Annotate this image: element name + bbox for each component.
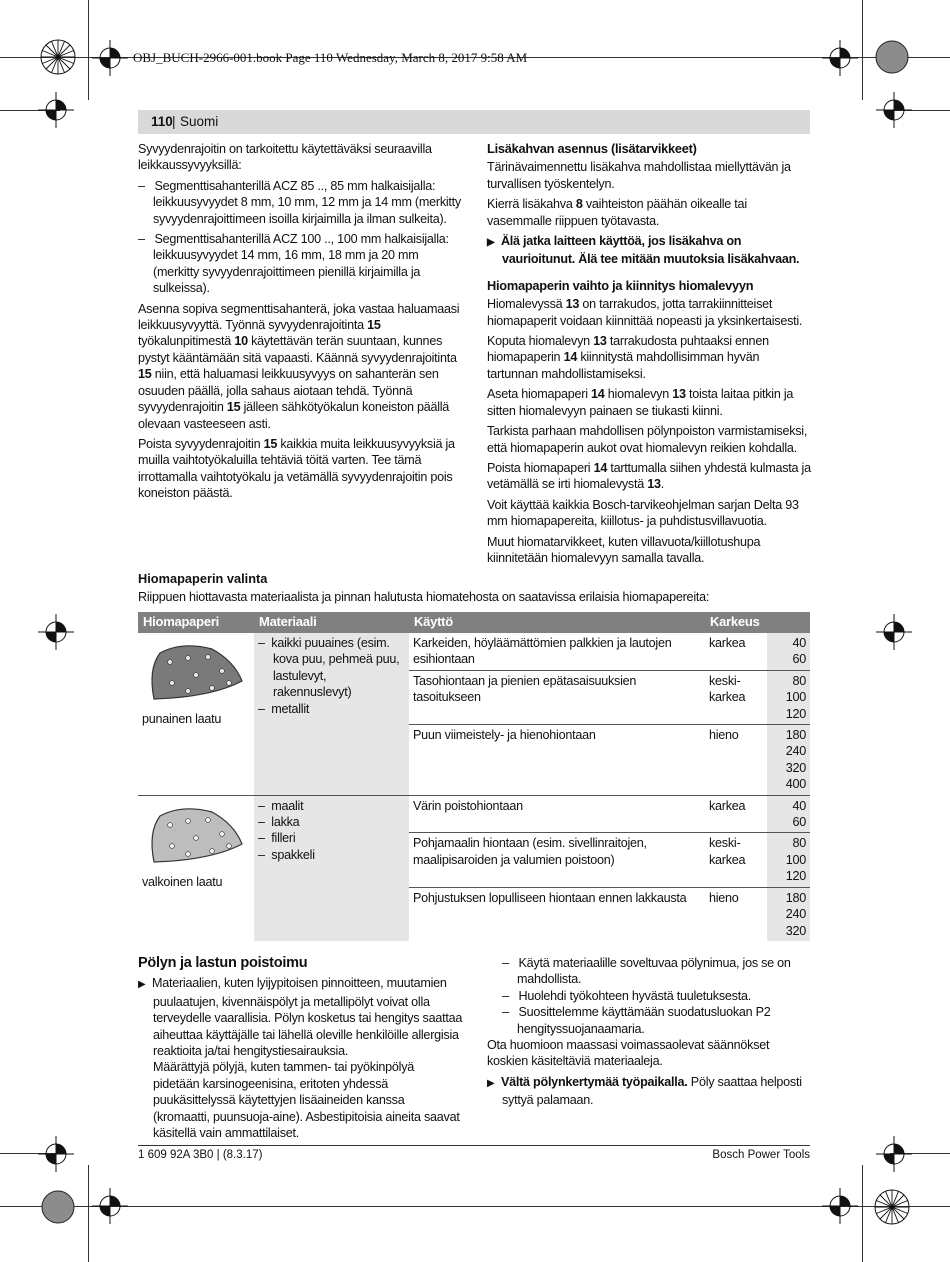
use-cell: Pohjamaalin hiontaan (esim. sivellinraitojen, maalipisaroiden ja valumien poistoon)	[409, 833, 705, 887]
crosshair-mark	[36, 90, 76, 130]
white-sandpaper-triangle-icon	[142, 802, 246, 868]
grit-cell: 80 100 120	[767, 670, 810, 724]
page-number: 110	[151, 114, 173, 129]
grade-cell: karkea	[705, 633, 767, 670]
column-header: Käyttö	[409, 612, 705, 633]
warning-item: ▶ Älä jatka laitteen käyttöä, jos lisäkahva on vaurioitunut. Älä tee mitään muutoksia lisäkahvaan.	[487, 234, 800, 267]
dust-right-column	[487, 955, 811, 1113]
sandpaper-table	[138, 612, 810, 941]
paragraph: Aseta hiomapaperi 14 hiomalevyn 13 toista laitaa pitkin ja sitten hiomalevyyn painaen se tiukasti kiinni.	[487, 387, 794, 418]
material-item: – kaikki puuaines (esim. kova puu, pehmeä puu, lastulevyt, rakennuslevyt)	[258, 636, 400, 700]
use-cell: Pohjustuksen lopulliseen hiontaan ennen lakkausta	[413, 890, 687, 905]
paragraph: Poista hiomapaperi 14 tarttumalla siihen yhdestä kulmasta ja vetämällä se irti hiomalevystä 13.	[487, 460, 811, 492]
page-header	[138, 110, 810, 134]
material-cell	[254, 795, 409, 941]
starburst-registration-mark	[872, 1187, 912, 1227]
grit-cell: 180 240 320 400	[767, 725, 810, 796]
grade-cell: keski- karkea	[705, 833, 767, 887]
arrow-icon: ▶	[487, 1077, 495, 1089]
grade-cell: keski- karkea	[705, 670, 767, 724]
list-item: – Suosittelemme käyttämään suodatusluokan P2 hengityssuojanaamaria.	[502, 1005, 771, 1036]
paragraph: Asenna sopiva segmenttisahanterä, joka vastaa haluamaasi leikkuusyvyyttä. Työnnä syvyydenrajoitinta 15 työkalunpitimestä 10 käytettävän terän suuntaan, kunnes pystyt kääntämään sitä vapaasti. Käännä syvyydenrajoitinta 15 niin, että haluamasi leikkuusyvyys on sahanterän sen osuuden päällä, jolla sahaus aiotaan tehdä. Työnnä syvyydenrajoitin 15 jälleen sähkötyökalun koneiston päällä olevaan vasteeseen asti.	[138, 301, 460, 431]
warning-item: ▶ Materiaalien, kuten lyijypitoisen pinnoitteen, muutamien puulaatujen, kivennäispölyt ja metallipölyt voivat olla terveydelle vaarallisia. Pölyn kosketus tai hengitys saattaa aiheuttaa käyttäjälle tai lähellä oleville henkilöille allergisia reaktioita ja/tai hengitystiesairauksia.	[138, 976, 463, 1059]
table-header-row	[138, 612, 810, 633]
use-cell: Värin poistohiontaan	[409, 795, 705, 833]
warning-item: ▶ Vältä pölynkertymää työpaikalla. Pöly saattaa helposti syttyä palamaan.	[487, 1074, 802, 1108]
red-sandpaper-triangle-icon	[142, 639, 246, 705]
grade-cell: karkea	[705, 795, 767, 833]
crosshair-mark	[90, 1186, 130, 1226]
paragraph: Tärinävaimennettu lisäkahva mahdollistaa miellyttävän ja turvallisen työskentelyn.	[487, 160, 791, 191]
trim-line	[88, 0, 89, 100]
material-cell	[254, 633, 409, 795]
footer-brand: Bosch Power Tools	[712, 1149, 810, 1161]
gray-registration-circle	[872, 37, 912, 77]
footer-code: 1 609 92A 3B0 | (8.3.17)	[138, 1149, 263, 1161]
grit-cell: 80 100 120	[767, 833, 810, 887]
list-item: – Huolehdi työkohteen hyvästä tuuletuksesta.	[502, 988, 751, 1003]
right-column	[487, 141, 811, 570]
column-header: Materiaali	[254, 612, 409, 633]
table-intro: Riippuen hiottavasta materiaalista ja pinnan halutusta hiomatehosta on saatavissa erilaisia hiomapapereita:	[138, 590, 710, 604]
grit-cell: 40 60	[767, 795, 810, 833]
paper-label: valkoinen laatu	[142, 875, 223, 890]
paper-cell	[138, 633, 254, 795]
grit-cell: 40 60	[767, 633, 810, 670]
material-item: – maalit	[258, 798, 304, 813]
paragraph: Poista syvyydenrajoitin 15 kaikkia muita leikkuusyvyyksiä ja muilla vaihtotyökaluilla tehtäviä töitä varten. Tee tämä irrottamalla vaihtotyökalu ja vetämällä syvyydenrajoitin pois koneiston päästä.	[138, 436, 455, 501]
grade-cell: hieno	[705, 725, 767, 796]
material-item: – spakkeli	[258, 847, 315, 862]
book-file-header: OBJ_BUCH-2966-001.book Page 110 Wednesday, March 8, 2017 9:58 AM	[133, 50, 528, 65]
list-item: – Käytä materiaalille soveltuvaa pölynimua, jos se on mahdollista.	[502, 956, 791, 987]
table-row	[138, 633, 810, 670]
table-title: Hiomapaperin valinta	[138, 571, 268, 586]
trim-line	[0, 1206, 950, 1207]
grit-cell: 180 240 320	[767, 887, 810, 941]
section-heading: Lisäkahvan asennus (lisätarvikkeet)	[487, 141, 697, 156]
use-cell: Puun viimeistely- ja hienohiontaan	[409, 725, 705, 796]
dust-left-column	[138, 955, 463, 1141]
paragraph: Ota huomioon maassasi voimassaolevat säännökset koskien käsiteltäviä materiaaleja.	[487, 1038, 770, 1069]
paragraph: Määrättyjä pölyjä, kuten tammen- tai pyökinpölyä pidetään karsinogeenisina, eritoten yhdessä puukäsittelyssä käytettyjen lisäaineiden kanssa (kromaatti, puunsuoja-aine). Asbestipitoisia aineita saavat käsitellä vain ammattilaiset.	[153, 1060, 460, 1141]
paragraph: Tarkista parhaan mahdollisen pölynpoiston varmistamiseksi, että hiomapaperin aukot ovat hiomalevyn reikien kohdalla.	[487, 424, 808, 455]
paragraph: Koputa hiomalevyn 13 tarrakudosta puhtaaksi ennen hiomapaperin 14 kiinnitystä mahdollisimman hyvän tartunnan mahdollistamiseksi.	[487, 334, 769, 381]
paper-cell	[138, 795, 254, 941]
column-header: Karkeus	[705, 612, 810, 633]
paragraph: Muut hiomatarvikkeet, kuten villavuota/kiillotushupa kiinnitetään hiomalevyyn samalla tavalla.	[487, 534, 761, 565]
trim-line	[88, 1165, 89, 1262]
table-row	[138, 795, 810, 833]
arrow-icon: ▶	[487, 237, 495, 249]
trim-line	[862, 0, 863, 100]
paragraph: Voit käyttää kaikkia Bosch-tarvikeohjelman sarjan Delta 93 mm hiomapapereita, kiillotus- ja puhdistusvillavuotia.	[487, 497, 799, 529]
gray-registration-circle	[38, 1187, 78, 1227]
crosshair-mark	[90, 38, 130, 78]
material-item: – metallit	[258, 701, 310, 716]
crosshair-mark	[36, 1134, 76, 1174]
footer-rule	[138, 1145, 810, 1146]
starburst-registration-mark	[38, 37, 78, 77]
use-cell: Karkeiden, höyläämättömien palkkien ja lautojen esihiontaan	[409, 633, 705, 670]
crosshair-mark	[820, 1186, 860, 1226]
material-item: – lakka	[258, 815, 300, 830]
paragraph: Syvyydenrajoitin on tarkoitettu käytettäväksi seuraavilla leikkaussyvyyksillä:	[138, 142, 432, 173]
material-item: – filleri	[258, 831, 296, 846]
crosshair-mark	[820, 38, 860, 78]
left-column	[138, 141, 463, 506]
crosshair-mark	[874, 90, 914, 130]
crosshair-mark	[874, 1134, 914, 1174]
section-heading: Hiomapaperin vaihto ja kiinnitys hiomalevyyn	[487, 277, 754, 293]
paragraph: Hiomalevyssä 13 on tarrakudos, jotta tarrakiinnitteiset hiomapaperit voidaan kiinnittää nopeasti ja yksinkertaisesti.	[487, 297, 803, 328]
list-item: – Segmenttisahanterillä ACZ 100 .., 100 mm halkaisijalla: leikkuusyvyydet 14 mm, 16 mm, 18 mm ja 20 mm (merkitty syvyydenrajoittimeen pienillä kirjaimilla ja sulkeissa).	[138, 232, 449, 296]
grade-cell: hieno	[709, 890, 739, 905]
section-language: Suomi	[180, 114, 219, 129]
column-header: Hiomapaperi	[138, 612, 254, 633]
arrow-icon: ▶	[138, 979, 146, 991]
use-cell: Tasohiontaan ja pienien epätasaisuuksien tasoitukseen	[409, 670, 705, 724]
section-heading: Pölyn ja lastun poistoimu	[138, 955, 308, 971]
header-separator: |	[172, 114, 176, 129]
trim-line	[862, 1165, 863, 1262]
paper-label: punainen laatu	[142, 712, 222, 727]
crosshair-mark	[36, 612, 76, 652]
paragraph: Kierrä lisäkahva 8 vaihteiston päähän oikealle tai vasemmalle riippuen työtavasta.	[487, 197, 747, 228]
list-item: – Segmenttisahanterillä ACZ 85 .., 85 mm halkaisijalla: leikkuusyvyydet 8 mm, 10 mm, 12 mm ja 14 mm (merkitty syvyydenrajoittimeen isoilla kirjaimilla ja ilman sulkeita).	[138, 178, 461, 226]
crosshair-mark	[874, 612, 914, 652]
